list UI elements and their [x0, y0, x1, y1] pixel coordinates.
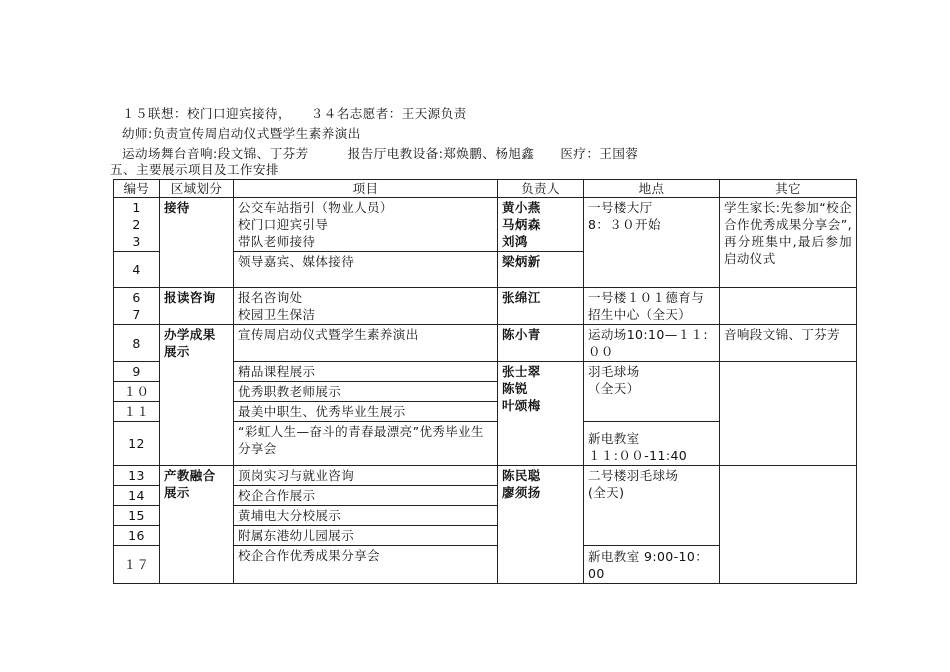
row-number: 15 — [114, 506, 160, 526]
owner-name: 廖须扬 — [502, 485, 541, 500]
intro-line-volunteers: １５联想：校门口迎宾接待， ３４名志愿者：王天源负责 — [122, 106, 467, 121]
table-row — [114, 198, 857, 252]
items-reception — [234, 198, 498, 252]
row-number: 8 — [114, 325, 160, 362]
row-number: 4 — [114, 252, 160, 288]
row-number: １１ — [114, 402, 160, 422]
place-reception: 一号楼大厅 8：３０开始 — [584, 198, 720, 288]
item-text: 优秀职教老师展示 — [234, 382, 498, 402]
row-number: 3 — [132, 234, 141, 249]
row-number: 7 — [132, 307, 141, 322]
item-text: 校企合作展示 — [234, 486, 498, 506]
header-place: 地点 — [584, 180, 720, 198]
row-number: 16 — [114, 526, 160, 546]
place-media-room: 新电教室 １１:００-11:40 — [584, 422, 720, 466]
header-owner: 负责人 — [498, 180, 584, 198]
owner-name: 叶颂梅 — [502, 398, 541, 413]
item-text: “彩虹人生—奋斗的青春最漂亮”优秀毕业生分享会 — [234, 422, 498, 466]
owner-name: 陈锐 — [502, 381, 528, 396]
header-item: 项目 — [234, 180, 498, 198]
item-text: 宣传周启动仪式暨学生素养演出 — [234, 325, 498, 362]
owners-reception — [498, 198, 584, 252]
owner-name: 黄小燕 — [502, 200, 541, 215]
place-media-room: 新电教室 9:00-10：00 — [584, 546, 720, 584]
item-text: 公交车站指引（物业人员） — [238, 200, 393, 215]
place-badminton: 羽毛球场 （全天） — [584, 362, 720, 422]
intro-line-preschool: 幼师:负责宣传周启动仪式暨学生素养演出 — [122, 126, 361, 141]
zone-line: 展示 — [164, 344, 190, 359]
row-number: 12 — [114, 422, 160, 466]
item-text: 领导嘉宾、媒体接待 — [234, 252, 498, 288]
place-text: 运动场10:10—１１:００ — [584, 325, 720, 362]
intro-line-equipment: 运动场舞台音响:段文锦、丁芬芳 报告厅电教设备:郑焕鹏、杨旭鑫 医疗：王国蓉 — [122, 146, 639, 161]
zone-line: 办学成果 — [164, 327, 216, 342]
zone-admission: 报读咨询 — [160, 288, 234, 325]
item-text: 附属东港幼儿园展示 — [234, 526, 498, 546]
item-text: 校园卫生保洁 — [238, 307, 316, 322]
place-building2: 二号楼羽毛球场 (全天) — [584, 466, 720, 546]
header-number: 编号 — [114, 180, 160, 198]
section-heading: 五、主要展示项目及工作安排 — [110, 162, 280, 177]
row-number-1-3 — [114, 198, 160, 252]
owner-name: 马炳森 — [502, 217, 541, 232]
other-text — [720, 466, 857, 584]
item-text: 黄埔电大分校展示 — [234, 506, 498, 526]
row-number: １７ — [114, 546, 160, 584]
item-text: 最美中职生、优秀毕业生展示 — [234, 402, 498, 422]
other-admission — [720, 288, 857, 325]
table-row — [114, 288, 857, 325]
place-admission: 一号楼１０１德育与招生中心（全天） — [584, 288, 720, 325]
row-number: １０ — [114, 382, 160, 402]
owners-integration — [498, 466, 584, 584]
row-number: 13 — [114, 466, 160, 486]
row-number-6-7 — [114, 288, 160, 325]
row-number: 14 — [114, 486, 160, 506]
table-header-row — [114, 180, 857, 198]
table-row — [114, 325, 857, 362]
owner-name: 陈小青 — [498, 325, 584, 362]
item-text: 顶岗实习与就业咨询 — [234, 466, 498, 486]
owners-achievements — [498, 362, 584, 466]
row-number: 1 — [132, 200, 141, 215]
other-text: 音响段文锦、丁芬芳 — [720, 325, 857, 362]
owner-name: 陈民聪 — [502, 468, 541, 483]
item-text: 校企合作优秀成果分享会 — [234, 546, 498, 584]
owner-name: 张绵江 — [498, 288, 584, 325]
row-number: 2 — [132, 217, 141, 232]
item-text: 校门口迎宾引导 — [238, 217, 329, 232]
item-text: 报名咨询处 — [238, 290, 303, 305]
zone-line: 产教融合 — [164, 468, 216, 483]
row-number: 9 — [114, 362, 160, 382]
zone-achievements — [160, 325, 234, 466]
owner-name: 刘鸿 — [502, 234, 528, 249]
schedule-table — [113, 179, 857, 584]
zone-line: 展示 — [164, 485, 190, 500]
zone-integration — [160, 466, 234, 584]
header-zone: 区域划分 — [160, 180, 234, 198]
items-admission — [234, 288, 498, 325]
header-other: 其它 — [720, 180, 857, 198]
item-text: 带队老师接待 — [238, 234, 316, 249]
other-text — [720, 362, 857, 466]
zone-reception: 接待 — [160, 198, 234, 288]
item-text: 精品课程展示 — [234, 362, 498, 382]
row-number: 6 — [132, 290, 141, 305]
owner-name: 梁炳新 — [498, 252, 584, 288]
other-reception: 学生家长:先参加“校企合作优秀成果分享会”,再分班集中,最后参加启动仪式 — [720, 198, 857, 288]
table-row — [114, 466, 857, 486]
owner-name: 张士翠 — [502, 364, 541, 379]
